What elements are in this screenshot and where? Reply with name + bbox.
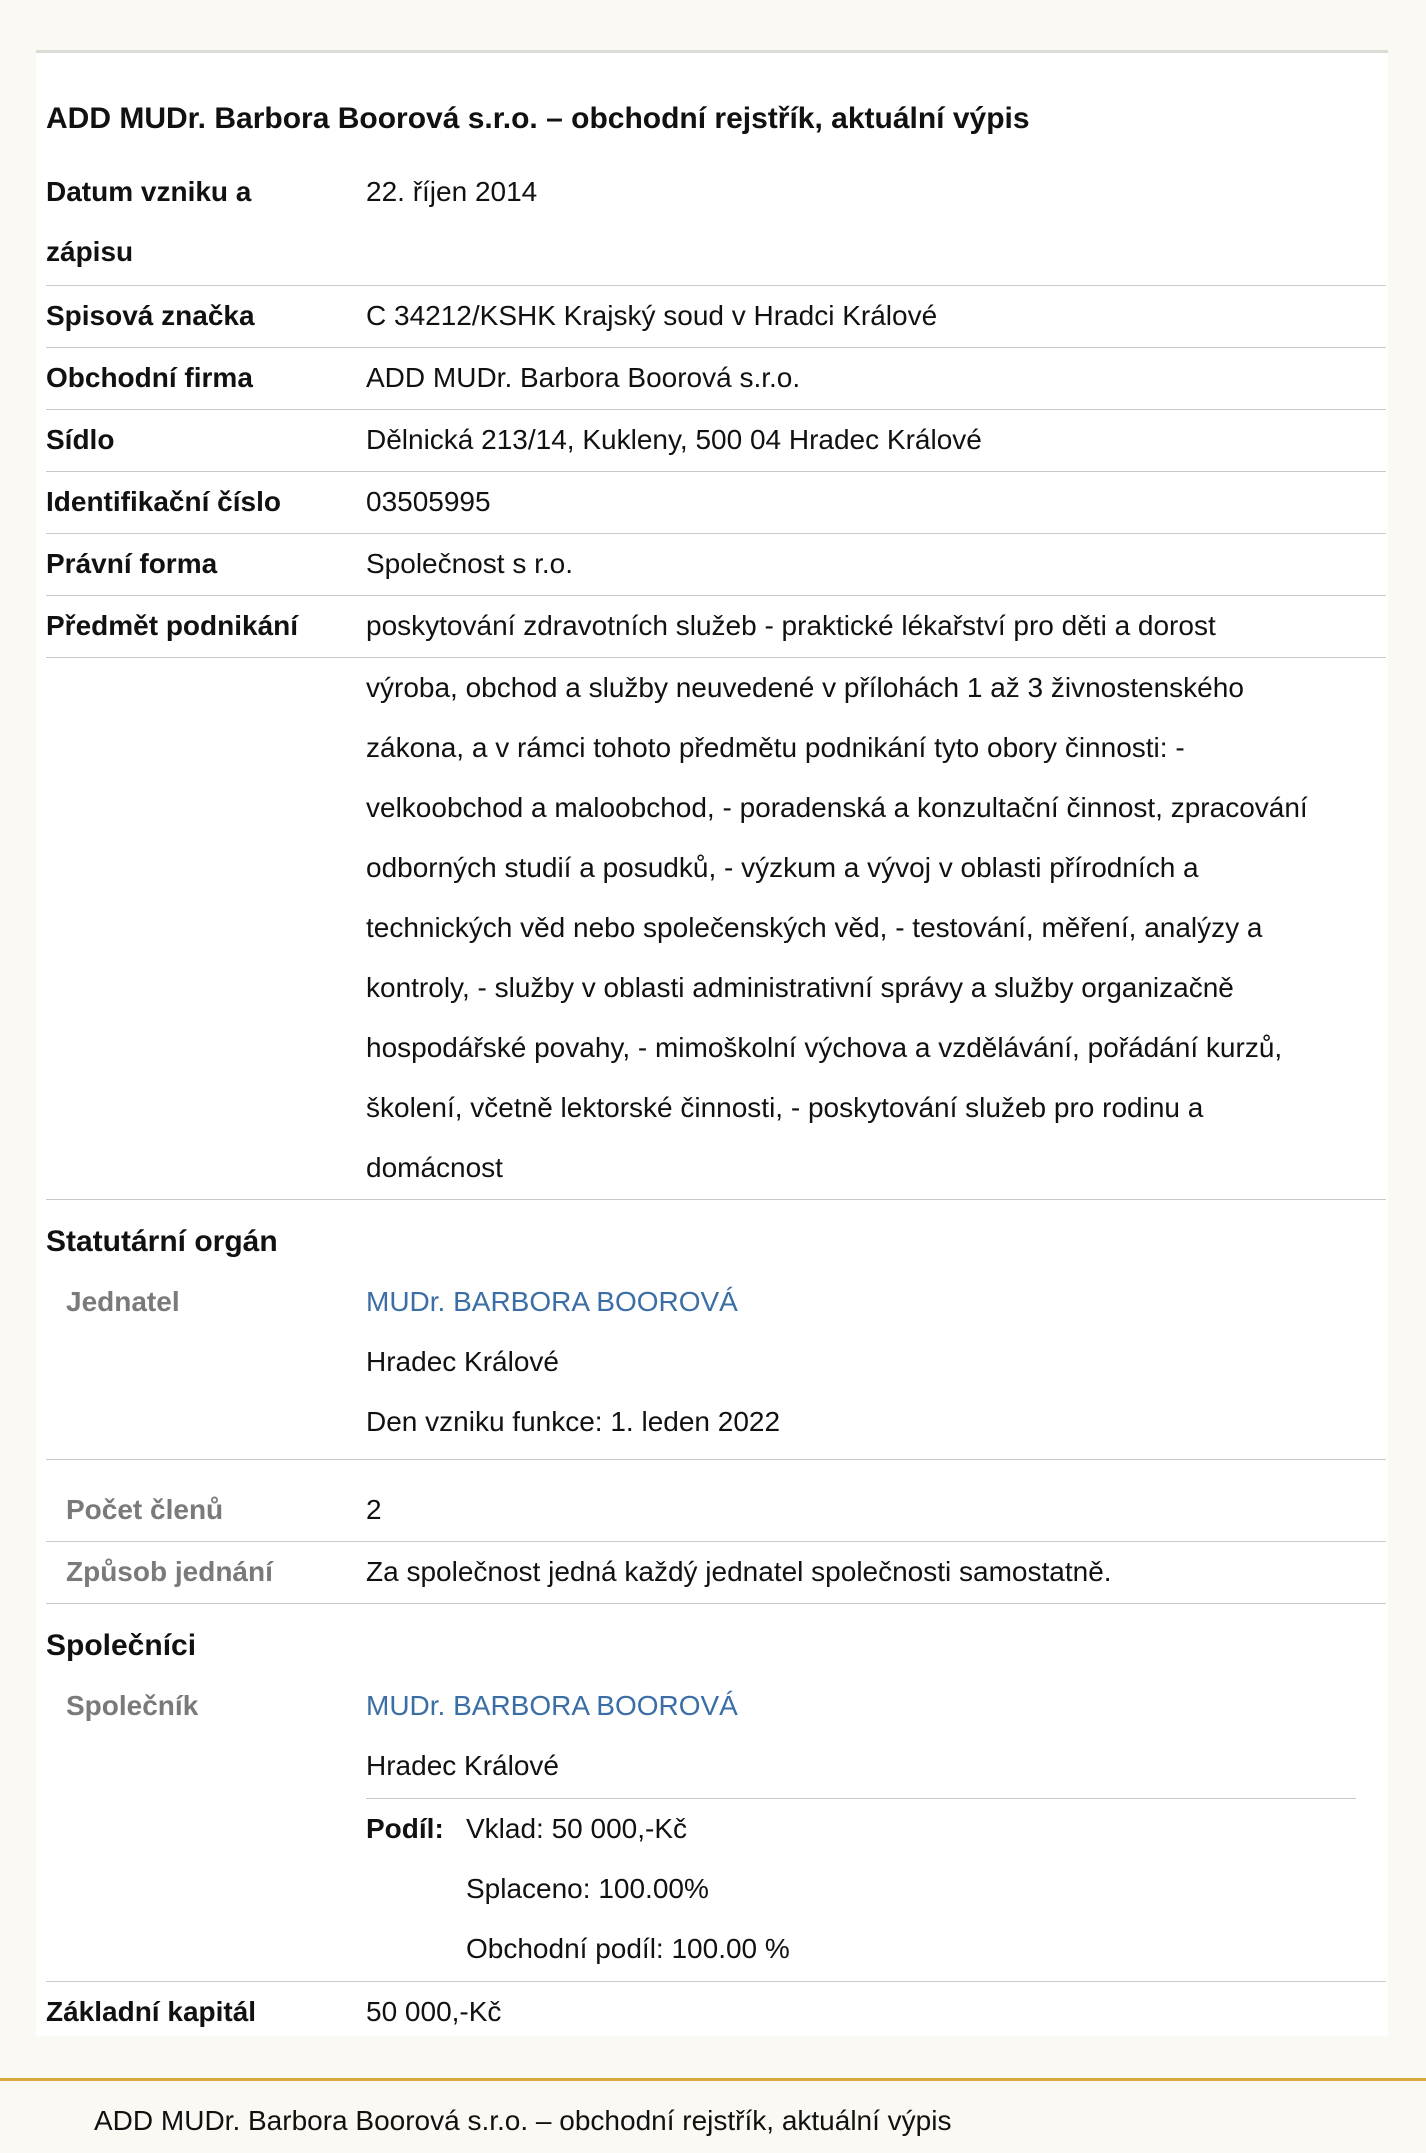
text-line: velkoobchod a maloobchod, - poradenská a konzultační činnost, zpracování: [366, 792, 1308, 823]
row-value: Dělnická 213/14, Kukleny, 500 04 Hradec Králové: [366, 424, 982, 455]
register-content: [46, 98, 1386, 2044]
jednatel-since: Den vzniku funkce: 1. leden 2022: [366, 1406, 781, 1437]
text-line: školení, včetně lektorské činnosti, - poskytování služeb pro rodinu a: [366, 1092, 1204, 1123]
text-line: hospodářské povahy, - mimoškolní výchova a vzdělávání, pořádání kurzů,: [366, 1032, 1283, 1063]
row-spisova-znacka: [46, 286, 1386, 348]
row-label: Sídlo: [46, 424, 115, 455]
row-value: 03505995: [366, 486, 491, 517]
row-label-line: Datum vzniku a: [46, 176, 252, 207]
row-label: Obchodní firma: [46, 362, 253, 393]
row-value: ADD MUDr. Barbora Boorová s.r.o.: [366, 362, 801, 393]
row-pocet-clenu: [46, 1460, 1386, 1542]
share-splaceno: Splaceno: 100.00%: [466, 1873, 709, 1904]
row-zakladni-kapital: [46, 1982, 1386, 2044]
row-value: 22. říjen 2014: [366, 176, 538, 207]
row-pravni-forma: [46, 534, 1386, 596]
row-label: [46, 162, 366, 285]
row-label: Jednatel: [66, 1286, 180, 1317]
row-label: Spisová značka: [46, 300, 255, 331]
row-label: Počet členů: [66, 1494, 224, 1525]
row-datum-vzniku: [46, 162, 1386, 286]
row-value: [366, 1676, 1386, 1981]
row-label: Identifikační číslo: [46, 486, 281, 517]
register-card: [36, 50, 1388, 2036]
text-line: kontroly, - služby v oblasti administrativní správy a služby organizačně: [366, 972, 1234, 1003]
row-value: poskytování zdravotních služeb - praktické lékařství pro děti a dorost: [366, 610, 1216, 641]
share-box: [366, 1798, 1356, 1979]
page-title: ADD MUDr. Barbora Boorová s.r.o. – obchodní rejstřík, aktuální výpis: [46, 102, 1030, 135]
row-sidlo: [46, 410, 1386, 472]
text-line: odborných studií a posudků, - výzkum a vývoj v oblasti přírodních a: [366, 852, 1199, 883]
share-vklad: Vklad: 50 000,-Kč: [466, 1813, 688, 1844]
row-label-empty: [46, 658, 366, 1199]
text-line: zákona, a v rámci tohoto předmětu podnikání tyto obory činnosti: -: [366, 732, 1185, 763]
text-line: domácnost: [366, 1152, 503, 1183]
row-value: [366, 658, 1386, 1199]
row-label: Způsob jednání: [66, 1556, 273, 1587]
section-title-statutarni: Statutární orgán: [46, 1225, 278, 1258]
share-values: [466, 1799, 790, 1979]
share-label: Podíl:: [366, 1813, 444, 1844]
row-label: Předmět podnikání: [46, 610, 299, 641]
spolecnik-link[interactable]: MUDr. BARBORA BOOROVÁ: [366, 1690, 738, 1721]
jednatel-link[interactable]: MUDr. BARBORA BOOROVÁ: [366, 1286, 738, 1317]
row-label: Základní kapitál: [46, 1996, 257, 2027]
row-label-line: zápisu: [46, 236, 134, 267]
row-predmet-podnikani: [46, 596, 1386, 658]
footer: [0, 2078, 1426, 2153]
spolecnik-city: Hradec Králové: [366, 1750, 559, 1781]
section-title-spolecnici: Společníci: [46, 1629, 197, 1662]
row-predmet-podnikani-2: [46, 658, 1386, 1200]
row-value: C 34212/KSHK Krajský soud v Hradci Králové: [366, 300, 938, 331]
footer-text: ADD MUDr. Barbora Boorová s.r.o. – obchodní rejstřík, aktuální výpis: [94, 2105, 952, 2136]
row-obchodni-firma: [46, 348, 1386, 410]
row-jednatel: [46, 1272, 1386, 1460]
row-value: 2: [366, 1494, 382, 1525]
row-zpusob-jednani: [46, 1542, 1386, 1604]
row-value: [366, 1272, 1386, 1459]
row-spolecnik: [46, 1676, 1386, 1982]
row-ico: [46, 472, 1386, 534]
row-value: Za společnost jedná každý jednatel společnosti samostatně.: [366, 1556, 1112, 1587]
share-obchodni-podil: Obchodní podíl: 100.00 %: [466, 1933, 790, 1964]
jednatel-city: Hradec Králové: [366, 1346, 559, 1377]
row-value: 50 000,-Kč: [366, 1996, 502, 2027]
text-line: technických věd nebo společenských věd, - testování, měření, analýzy a: [366, 912, 1263, 943]
text-line: výroba, obchod a služby neuvedené v přílohách 1 až 3 živnostenského: [366, 672, 1244, 703]
row-label: Právní forma: [46, 548, 218, 579]
row-label: Společník: [66, 1690, 199, 1721]
row-value: Společnost s r.o.: [366, 548, 574, 579]
